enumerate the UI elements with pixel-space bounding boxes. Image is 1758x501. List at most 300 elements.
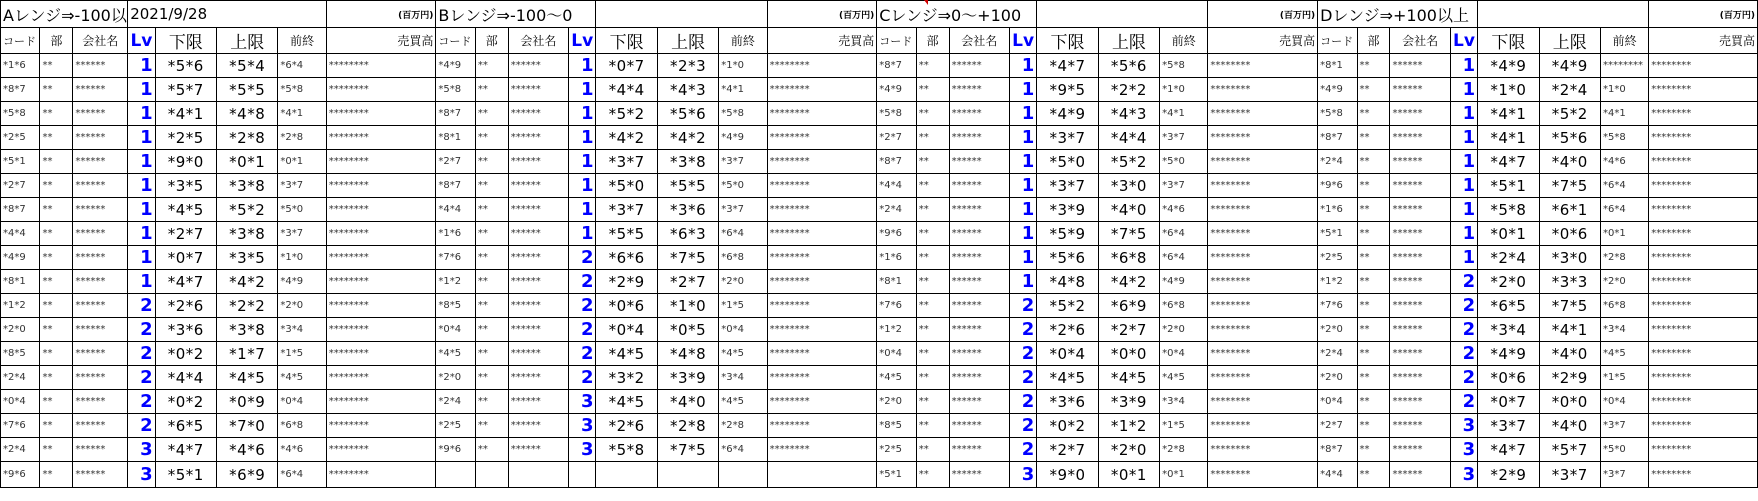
cell-lv[interactable]: 2 xyxy=(1009,438,1036,462)
cell-lower[interactable]: *4*1 xyxy=(1478,126,1539,150)
cell-code[interactable]: *8*7 xyxy=(1318,126,1357,150)
cell-lv[interactable]: 2 xyxy=(1450,366,1477,390)
cell-sales[interactable]: ******** xyxy=(326,150,436,174)
cell-company[interactable]: ****** xyxy=(1390,246,1450,270)
cell-lv[interactable]: 1 xyxy=(1009,102,1036,126)
cell-code[interactable]: *8*5 xyxy=(436,294,475,318)
cell-prev[interactable]: *2*8 xyxy=(278,126,326,150)
cell-code[interactable]: *2*0 xyxy=(877,390,916,414)
cell-lv[interactable]: 2 xyxy=(569,246,596,270)
cell-sales[interactable]: ******** xyxy=(1208,390,1318,414)
cell-lv[interactable]: 3 xyxy=(569,390,596,414)
cell-lower[interactable]: *4*7 xyxy=(1478,438,1539,462)
cell-code[interactable]: *1*2 xyxy=(877,318,916,342)
cell-company[interactable]: ****** xyxy=(508,414,568,438)
cell-prev[interactable]: *3*4 xyxy=(278,318,326,342)
header-bu[interactable]: 部 xyxy=(475,28,508,54)
cell-company[interactable]: ****** xyxy=(1390,342,1450,366)
cell-prev[interactable]: *0*4 xyxy=(719,318,767,342)
cell-lv[interactable]: 2 xyxy=(128,342,155,366)
header-lower[interactable]: 下限 xyxy=(596,28,657,54)
cell-sales[interactable]: ******** xyxy=(1649,102,1758,126)
cell-bu[interactable]: ** xyxy=(40,246,73,270)
cell-upper[interactable]: *6*8 xyxy=(1098,246,1159,270)
cell-bu[interactable]: ** xyxy=(475,198,508,222)
cell-prev[interactable]: *4*5 xyxy=(719,390,767,414)
cell-company[interactable]: ****** xyxy=(1390,198,1450,222)
header-lv[interactable]: Lv xyxy=(128,28,155,54)
cell-lv[interactable]: 1 xyxy=(569,150,596,174)
cell-code[interactable]: *5*8 xyxy=(1318,102,1357,126)
cell-sales[interactable]: ******** xyxy=(767,126,877,150)
cell-bu[interactable]: ** xyxy=(40,318,73,342)
cell-lv[interactable]: 2 xyxy=(1009,414,1036,438)
cell-company[interactable]: ****** xyxy=(1390,270,1450,294)
cell-sales[interactable]: ******** xyxy=(326,246,436,270)
cell-upper[interactable]: *5*2 xyxy=(217,198,278,222)
cell-code[interactable]: *2*0 xyxy=(1318,318,1357,342)
cell-lower[interactable]: *5*0 xyxy=(1037,150,1098,174)
cell-company[interactable]: ****** xyxy=(949,318,1009,342)
cell-company[interactable]: ****** xyxy=(73,270,128,294)
header-lower[interactable]: 下限 xyxy=(155,28,216,54)
cell-bu[interactable]: ** xyxy=(475,342,508,366)
cell-sales[interactable]: ******** xyxy=(1649,150,1758,174)
cell-company[interactable]: ****** xyxy=(73,246,128,270)
cell-sales[interactable]: ******** xyxy=(326,462,436,488)
cell-prev[interactable]: *6*4 xyxy=(719,438,767,462)
unit-label[interactable]: (百万円) xyxy=(326,1,436,28)
cell-upper[interactable]: *2*8 xyxy=(217,126,278,150)
cell-company[interactable]: ****** xyxy=(508,126,568,150)
header-company[interactable]: 会社名 xyxy=(949,28,1009,54)
cell-upper[interactable]: *0*5 xyxy=(657,318,718,342)
cell-upper[interactable]: *3*8 xyxy=(217,222,278,246)
cell-lower[interactable]: *5*8 xyxy=(1478,198,1539,222)
cell-code[interactable]: *2*4 xyxy=(1,438,40,462)
cell-upper[interactable]: *3*5 xyxy=(217,246,278,270)
cell-upper[interactable]: *4*3 xyxy=(1098,102,1159,126)
cell-bu[interactable]: ** xyxy=(40,270,73,294)
header-company[interactable]: 会社名 xyxy=(508,28,568,54)
cell-company[interactable]: ****** xyxy=(73,342,128,366)
cell-company[interactable]: ****** xyxy=(73,390,128,414)
cell-code[interactable]: *8*1 xyxy=(1318,54,1357,78)
cell-lv[interactable]: 2 xyxy=(569,270,596,294)
cell-company[interactable]: ****** xyxy=(1390,150,1450,174)
cell-prev[interactable]: *6*4 xyxy=(1160,222,1208,246)
cell-bu[interactable]: ** xyxy=(40,366,73,390)
cell-bu[interactable]: ** xyxy=(1357,366,1390,390)
cell-upper[interactable]: *7*5 xyxy=(1098,222,1159,246)
cell-upper[interactable]: *2*2 xyxy=(217,294,278,318)
cell-code[interactable]: *8*7 xyxy=(1,198,40,222)
cell-code[interactable]: *5*8 xyxy=(877,102,916,126)
cell-company[interactable]: ****** xyxy=(508,102,568,126)
cell-code[interactable]: *8*7 xyxy=(877,150,916,174)
cell-bu[interactable]: ** xyxy=(1357,438,1390,462)
cell-bu[interactable]: ** xyxy=(40,102,73,126)
cell-prev[interactable]: *6*8 xyxy=(719,246,767,270)
cell-bu[interactable]: ** xyxy=(475,390,508,414)
cell-upper[interactable]: *7*5 xyxy=(1539,174,1600,198)
cell-bu[interactable]: ** xyxy=(916,342,949,366)
cell-code[interactable]: *0*4 xyxy=(1318,390,1357,414)
cell-bu[interactable]: ** xyxy=(916,54,949,78)
cell-code[interactable]: *2*4 xyxy=(1,366,40,390)
cell-bu[interactable]: ** xyxy=(916,438,949,462)
cell-lower[interactable]: *5*6 xyxy=(1037,246,1098,270)
cell-prev[interactable]: *1*0 xyxy=(1160,78,1208,102)
cell-lv[interactable]: 2 xyxy=(569,294,596,318)
cell-lv[interactable]: 1 xyxy=(128,126,155,150)
cell-code[interactable]: *8*1 xyxy=(436,126,475,150)
cell-prev[interactable]: *3*4 xyxy=(719,366,767,390)
cell-bu[interactable]: ** xyxy=(1357,414,1390,438)
cell-lv[interactable]: 1 xyxy=(1009,246,1036,270)
cell-sales[interactable]: ******** xyxy=(1208,126,1318,150)
cell-code[interactable]: *8*7 xyxy=(436,174,475,198)
cell-lower[interactable]: *2*7 xyxy=(1037,438,1098,462)
cell-prev[interactable]: *1*5 xyxy=(1600,366,1648,390)
cell-sales[interactable]: ******** xyxy=(1208,294,1318,318)
cell-upper[interactable]: *5*6 xyxy=(1098,54,1159,78)
header-prev[interactable]: 前終 xyxy=(1160,28,1208,54)
cell-code[interactable]: *4*5 xyxy=(436,342,475,366)
cell-lower[interactable]: *9*5 xyxy=(1037,78,1098,102)
cell-upper[interactable]: *2*7 xyxy=(657,270,718,294)
cell-prev[interactable]: *4*9 xyxy=(278,270,326,294)
cell-sales[interactable]: ******** xyxy=(1649,462,1758,488)
cell-lv[interactable]: 2 xyxy=(128,318,155,342)
section-title[interactable]: Aレンジ⇒-100以 xyxy=(1,1,128,28)
cell-sales[interactable]: ******** xyxy=(767,150,877,174)
cell-upper[interactable]: *5*6 xyxy=(1539,126,1600,150)
cell-lower[interactable]: *4*9 xyxy=(1478,54,1539,78)
cell-company[interactable]: ****** xyxy=(73,54,128,78)
cell-upper[interactable]: *3*8 xyxy=(217,174,278,198)
cell-bu[interactable]: ** xyxy=(1357,102,1390,126)
cell-sales[interactable]: ******** xyxy=(767,366,877,390)
cell-lower[interactable]: *4*5 xyxy=(1037,366,1098,390)
cell-lower[interactable]: *0*7 xyxy=(155,246,216,270)
cell-bu[interactable]: ** xyxy=(916,174,949,198)
cell-upper[interactable]: *4*0 xyxy=(1098,198,1159,222)
cell-code[interactable]: *8*7 xyxy=(1318,438,1357,462)
cell-sales[interactable]: ******** xyxy=(326,414,436,438)
cell-upper[interactable]: *1*7 xyxy=(217,342,278,366)
cell-company[interactable]: ****** xyxy=(508,174,568,198)
cell-lower[interactable]: *5*8 xyxy=(596,438,657,462)
cell-code[interactable]: *2*4 xyxy=(1318,342,1357,366)
cell-sales[interactable]: ******** xyxy=(326,366,436,390)
cell-sales[interactable]: ******** xyxy=(1649,342,1758,366)
cell-code[interactable]: *1*6 xyxy=(877,246,916,270)
cell-upper[interactable]: *2*7 xyxy=(1098,318,1159,342)
cell-lv[interactable] xyxy=(569,462,596,488)
cell-lower[interactable]: *3*6 xyxy=(1037,390,1098,414)
header-bu[interactable]: 部 xyxy=(916,28,949,54)
cell-code[interactable]: *2*5 xyxy=(1318,246,1357,270)
cell-sales[interactable]: ******** xyxy=(326,342,436,366)
cell-prev[interactable]: *4*5 xyxy=(278,366,326,390)
cell-company[interactable]: ****** xyxy=(949,150,1009,174)
cell-company[interactable]: ****** xyxy=(1390,126,1450,150)
cell-lower[interactable]: *5*9 xyxy=(1037,222,1098,246)
cell-sales[interactable]: ******** xyxy=(767,102,877,126)
cell-code[interactable]: *4*9 xyxy=(436,54,475,78)
cell-upper[interactable]: *5*2 xyxy=(1539,102,1600,126)
cell-company[interactable]: ****** xyxy=(1390,462,1450,488)
cell-lower[interactable]: *0*2 xyxy=(155,390,216,414)
cell-lower[interactable]: *0*2 xyxy=(1037,414,1098,438)
cell-code[interactable]: *4*4 xyxy=(1318,462,1357,488)
cell-upper[interactable]: *0*9 xyxy=(217,390,278,414)
cell-company[interactable]: ****** xyxy=(73,462,128,488)
cell-bu[interactable]: ** xyxy=(1357,462,1390,488)
cell-bu[interactable]: ** xyxy=(40,438,73,462)
cell-lower[interactable]: *4*7 xyxy=(1478,150,1539,174)
cell-company[interactable]: ****** xyxy=(949,462,1009,488)
cell-upper[interactable]: *7*5 xyxy=(657,438,718,462)
cell-sales[interactable]: ******** xyxy=(326,174,436,198)
cell-lower[interactable]: *3*7 xyxy=(1478,414,1539,438)
cell-lv[interactable]: 2 xyxy=(128,294,155,318)
cell-bu[interactable]: ** xyxy=(1357,126,1390,150)
cell-code[interactable]: *0*4 xyxy=(436,318,475,342)
cell-bu[interactable]: ** xyxy=(1357,78,1390,102)
cell-lv[interactable]: 1 xyxy=(569,54,596,78)
cell-sales[interactable]: ******** xyxy=(767,414,877,438)
cell-bu[interactable]: ** xyxy=(916,150,949,174)
cell-sales[interactable]: ******** xyxy=(326,294,436,318)
cell-code[interactable]: *4*4 xyxy=(877,174,916,198)
cell-lower[interactable]: *3*4 xyxy=(1478,318,1539,342)
cell-prev[interactable]: *6*4 xyxy=(1600,198,1648,222)
cell-prev[interactable]: *3*7 xyxy=(719,150,767,174)
cell-bu[interactable]: ** xyxy=(475,54,508,78)
cell-prev[interactable]: *2*8 xyxy=(1600,246,1648,270)
cell-code[interactable]: *4*9 xyxy=(1318,78,1357,102)
cell-code[interactable]: *8*5 xyxy=(877,414,916,438)
cell-upper[interactable]: *5*4 xyxy=(217,54,278,78)
cell-bu[interactable]: ** xyxy=(475,246,508,270)
cell-lv[interactable]: 2 xyxy=(1450,294,1477,318)
cell-lv[interactable]: 2 xyxy=(1009,390,1036,414)
cell-upper[interactable] xyxy=(657,462,718,488)
cell-lower[interactable]: *4*9 xyxy=(1037,102,1098,126)
cell-prev[interactable]: *4*5 xyxy=(1600,342,1648,366)
cell-sales[interactable]: ******** xyxy=(326,390,436,414)
cell-lv[interactable]: 1 xyxy=(1009,150,1036,174)
cell-company[interactable]: ****** xyxy=(949,366,1009,390)
cell-sales[interactable]: ******** xyxy=(326,198,436,222)
cell-sales[interactable]: ******** xyxy=(1208,342,1318,366)
cell-prev[interactable]: *6*4 xyxy=(278,462,326,488)
cell-code[interactable]: *7*6 xyxy=(436,246,475,270)
cell-sales[interactable]: ******** xyxy=(1208,198,1318,222)
cell-company[interactable]: ****** xyxy=(508,222,568,246)
cell-bu[interactable]: ** xyxy=(40,294,73,318)
cell-prev[interactable]: *2*0 xyxy=(1600,270,1648,294)
cell-lv[interactable]: 1 xyxy=(569,78,596,102)
cell-lower[interactable]: *5*0 xyxy=(596,174,657,198)
cell-bu[interactable]: ** xyxy=(40,150,73,174)
cell-lv[interactable]: 1 xyxy=(1009,198,1036,222)
cell-lower[interactable] xyxy=(596,462,657,488)
cell-company[interactable]: ****** xyxy=(949,390,1009,414)
cell-code[interactable]: *8*1 xyxy=(877,270,916,294)
cell-bu[interactable]: ** xyxy=(916,198,949,222)
cell-sales[interactable]: ******** xyxy=(326,54,436,78)
cell-company[interactable]: ****** xyxy=(508,318,568,342)
cell-sales[interactable]: ******** xyxy=(767,222,877,246)
cell-lower[interactable]: *5*5 xyxy=(596,222,657,246)
cell-lower[interactable]: *4*4 xyxy=(596,78,657,102)
cell-bu[interactable]: ** xyxy=(40,342,73,366)
cell-upper[interactable]: *4*0 xyxy=(657,390,718,414)
cell-code[interactable]: *2*7 xyxy=(877,126,916,150)
cell-prev[interactable] xyxy=(719,462,767,488)
cell-code[interactable]: *7*6 xyxy=(1318,294,1357,318)
cell-bu[interactable]: ** xyxy=(1357,246,1390,270)
cell-company[interactable]: ****** xyxy=(73,222,128,246)
cell-lv[interactable]: 1 xyxy=(1450,126,1477,150)
cell-sales[interactable]: ******** xyxy=(767,390,877,414)
cell-company[interactable]: ****** xyxy=(949,342,1009,366)
cell-upper[interactable]: *6*3 xyxy=(657,222,718,246)
cell-lower[interactable]: *3*7 xyxy=(596,150,657,174)
cell-prev[interactable]: *6*8 xyxy=(278,414,326,438)
cell-company[interactable]: ****** xyxy=(508,270,568,294)
cell-sales[interactable]: ******** xyxy=(1208,414,1318,438)
cell-lv[interactable]: 3 xyxy=(128,438,155,462)
cell-sales[interactable]: ******** xyxy=(1649,294,1758,318)
cell-upper[interactable]: *5*5 xyxy=(657,174,718,198)
cell-prev[interactable]: *5*0 xyxy=(278,198,326,222)
cell-company[interactable]: ****** xyxy=(73,366,128,390)
cell-company[interactable]: ****** xyxy=(949,438,1009,462)
unit-label[interactable]: (百万円) xyxy=(767,1,877,28)
cell-lower[interactable]: *4*4 xyxy=(155,366,216,390)
blank-cell[interactable] xyxy=(1037,1,1208,28)
cell-lower[interactable]: *4*1 xyxy=(1478,102,1539,126)
cell-lv[interactable]: 1 xyxy=(1450,222,1477,246)
cell-company[interactable]: ****** xyxy=(73,174,128,198)
section-title[interactable]: Bレンジ⇒-100〜0 xyxy=(436,1,596,28)
cell-bu[interactable]: ** xyxy=(916,222,949,246)
cell-sales[interactable]: ******** xyxy=(1649,174,1758,198)
cell-lower[interactable]: *3*5 xyxy=(155,174,216,198)
cell-prev[interactable]: *2*0 xyxy=(1160,318,1208,342)
cell-code[interactable]: *8*5 xyxy=(1,342,40,366)
cell-lv[interactable]: 1 xyxy=(1450,78,1477,102)
cell-code[interactable] xyxy=(436,462,475,488)
cell-upper[interactable]: *0*0 xyxy=(1539,390,1600,414)
cell-prev[interactable]: *4*9 xyxy=(1160,270,1208,294)
cell-prev[interactable]: *6*4 xyxy=(1600,174,1648,198)
cell-lv[interactable]: 1 xyxy=(128,222,155,246)
cell-code[interactable]: *5*1 xyxy=(877,462,916,488)
cell-code[interactable]: *2*7 xyxy=(436,150,475,174)
cell-bu[interactable]: ** xyxy=(1357,150,1390,174)
cell-lower[interactable]: *5*7 xyxy=(155,78,216,102)
cell-company[interactable]: ****** xyxy=(508,390,568,414)
cell-code[interactable]: *4*4 xyxy=(1,222,40,246)
cell-bu[interactable]: ** xyxy=(916,462,949,488)
header-lv[interactable]: Lv xyxy=(1450,28,1477,54)
cell-company[interactable]: ****** xyxy=(949,270,1009,294)
cell-prev[interactable]: *2*8 xyxy=(1160,438,1208,462)
cell-sales[interactable]: ******** xyxy=(326,438,436,462)
cell-lower[interactable]: *5*1 xyxy=(155,462,216,488)
cell-code[interactable]: *2*5 xyxy=(1,126,40,150)
cell-prev[interactable]: *3*4 xyxy=(1160,390,1208,414)
cell-prev[interactable]: ******** xyxy=(1600,54,1648,78)
cell-upper[interactable]: *6*9 xyxy=(1098,294,1159,318)
cell-lv[interactable]: 3 xyxy=(569,438,596,462)
cell-lower[interactable]: *4*1 xyxy=(155,102,216,126)
cell-lv[interactable]: 1 xyxy=(569,102,596,126)
cell-upper[interactable]: *3*0 xyxy=(1098,174,1159,198)
cell-code[interactable]: *5*8 xyxy=(436,78,475,102)
cell-bu[interactable]: ** xyxy=(1357,54,1390,78)
cell-code[interactable]: *9*6 xyxy=(877,222,916,246)
cell-sales[interactable]: ******** xyxy=(1649,246,1758,270)
cell-company[interactable]: ****** xyxy=(949,102,1009,126)
cell-upper[interactable]: *0*1 xyxy=(217,150,278,174)
cell-prev[interactable]: *0*1 xyxy=(1160,462,1208,488)
header-sales[interactable]: 売買高 xyxy=(1208,28,1318,54)
cell-lower[interactable]: *4*9 xyxy=(1478,342,1539,366)
cell-lv[interactable]: 1 xyxy=(569,222,596,246)
cell-sales[interactable]: ******** xyxy=(1649,438,1758,462)
cell-upper[interactable]: *4*6 xyxy=(217,438,278,462)
cell-lv[interactable]: 2 xyxy=(1009,366,1036,390)
cell-sales[interactable]: ******** xyxy=(1649,126,1758,150)
cell-upper[interactable]: *5*2 xyxy=(1098,150,1159,174)
cell-code[interactable]: *7*6 xyxy=(1,414,40,438)
cell-company[interactable]: ****** xyxy=(1390,414,1450,438)
cell-lv[interactable]: 3 xyxy=(1450,462,1477,488)
cell-upper[interactable]: *4*8 xyxy=(657,342,718,366)
cell-upper[interactable]: *2*4 xyxy=(1539,78,1600,102)
cell-sales[interactable]: ******** xyxy=(1649,198,1758,222)
cell-upper[interactable]: *4*3 xyxy=(657,78,718,102)
cell-code[interactable]: *8*7 xyxy=(436,102,475,126)
cell-bu[interactable]: ** xyxy=(1357,294,1390,318)
cell-prev[interactable]: *4*6 xyxy=(278,438,326,462)
cell-prev[interactable]: *1*0 xyxy=(278,246,326,270)
cell-bu[interactable]: ** xyxy=(475,270,508,294)
cell-prev[interactable]: *6*4 xyxy=(278,54,326,78)
cell-upper[interactable]: *3*0 xyxy=(1539,246,1600,270)
cell-lower[interactable]: *2*9 xyxy=(1478,462,1539,488)
header-sales[interactable]: 売買高 xyxy=(767,28,877,54)
cell-company[interactable]: ****** xyxy=(508,54,568,78)
header-lv[interactable]: Lv xyxy=(569,28,596,54)
cell-prev[interactable]: *5*8 xyxy=(278,78,326,102)
cell-prev[interactable]: *2*8 xyxy=(719,414,767,438)
cell-code[interactable]: *8*7 xyxy=(877,54,916,78)
cell-bu[interactable]: ** xyxy=(40,462,73,488)
cell-upper[interactable]: *7*0 xyxy=(217,414,278,438)
cell-prev[interactable]: *2*0 xyxy=(278,294,326,318)
cell-sales[interactable]: ******** xyxy=(1649,54,1758,78)
cell-code[interactable]: *4*5 xyxy=(877,366,916,390)
cell-company[interactable]: ****** xyxy=(73,126,128,150)
cell-lv[interactable]: 3 xyxy=(1009,462,1036,488)
